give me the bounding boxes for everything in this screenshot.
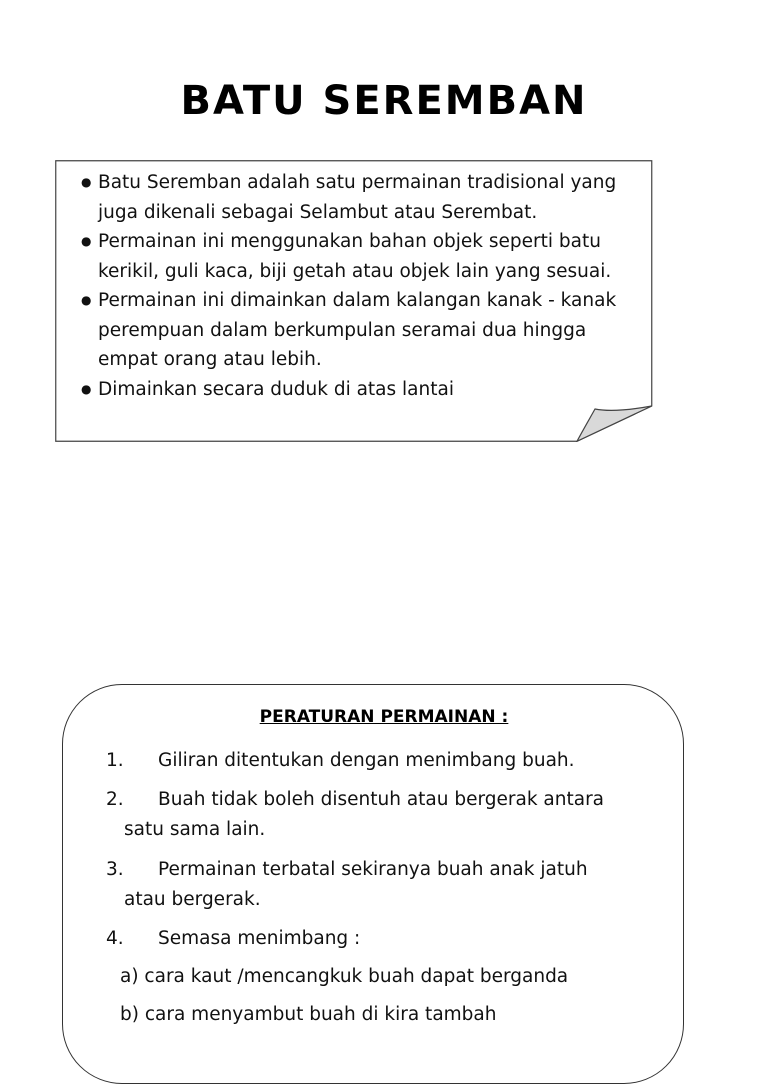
- intro-bullet-text: Dimainkan secara duduk di atas lantai: [98, 378, 454, 400]
- rule-number: 2.: [106, 789, 124, 810]
- bullet-dot-icon: ●: [81, 381, 92, 396]
- rule-number: 3.: [106, 859, 124, 880]
- rule-text: atau bergerak.: [124, 889, 261, 910]
- bullet-dot-icon: ●: [81, 175, 92, 189]
- rules-heading: PERATURAN PERMAINAN :: [259, 707, 509, 727]
- intro-bullet-text: perempuan dalam berkumpulan seramai dua hingga: [98, 319, 587, 341]
- intro-note-box: [55, 160, 653, 442]
- rule-item-3: [106, 855, 666, 915]
- rule-number: 4.: [106, 928, 124, 949]
- intro-bullet-text: empat orang atau lebih.: [98, 349, 322, 370]
- bullet-dot-icon: ●: [81, 234, 92, 248]
- intro-bullet-2: [81, 227, 641, 286]
- rule-number: 1.: [106, 750, 124, 771]
- intro-bullet-text: Batu Seremban adalah satu permainan tradisional yang: [98, 172, 617, 193]
- intro-bullet-4: [81, 375, 641, 405]
- rule-text: Permainan terbatal sekiranya buah anak jatuh: [158, 859, 588, 880]
- rule-item-1: [106, 746, 666, 776]
- intro-bullet-text: kerikil, guli kaca, biji getah atau objek lain yang sesuai.: [98, 260, 612, 282]
- rule-text: Buah tidak boleh disentuh atau bergerak antara: [158, 789, 605, 810]
- intro-bullet-list: [81, 168, 641, 404]
- rule-text: Giliran ditentukan dengan menimbang buah.: [158, 750, 575, 771]
- rule-text: Semasa menimbang :: [158, 928, 361, 949]
- rule-item-2: [106, 785, 666, 845]
- rule-subitem-a: a) cara kaut /mencangkuk buah dapat berganda: [120, 966, 569, 987]
- intro-bullet-1: [81, 168, 641, 227]
- rule-text: satu sama lain.: [124, 819, 266, 840]
- page-title: BATU SEREMBAN: [180, 78, 588, 124]
- intro-bullet-text: Permainan ini dimainkan dalam kalangan kanak - kanak: [98, 290, 617, 311]
- rule-subitem-b: b) cara menyambut buah di kira tambah: [120, 1004, 497, 1025]
- rule-item-4: [106, 924, 666, 954]
- bullet-dot-icon: ●: [81, 293, 92, 307]
- intro-bullet-text: Permainan ini menggunakan bahan objek seperti batu: [98, 231, 601, 252]
- intro-bullet-text: juga dikenali sebagai Selambut atau Serembat.: [98, 201, 538, 223]
- intro-bullet-3: [81, 286, 641, 375]
